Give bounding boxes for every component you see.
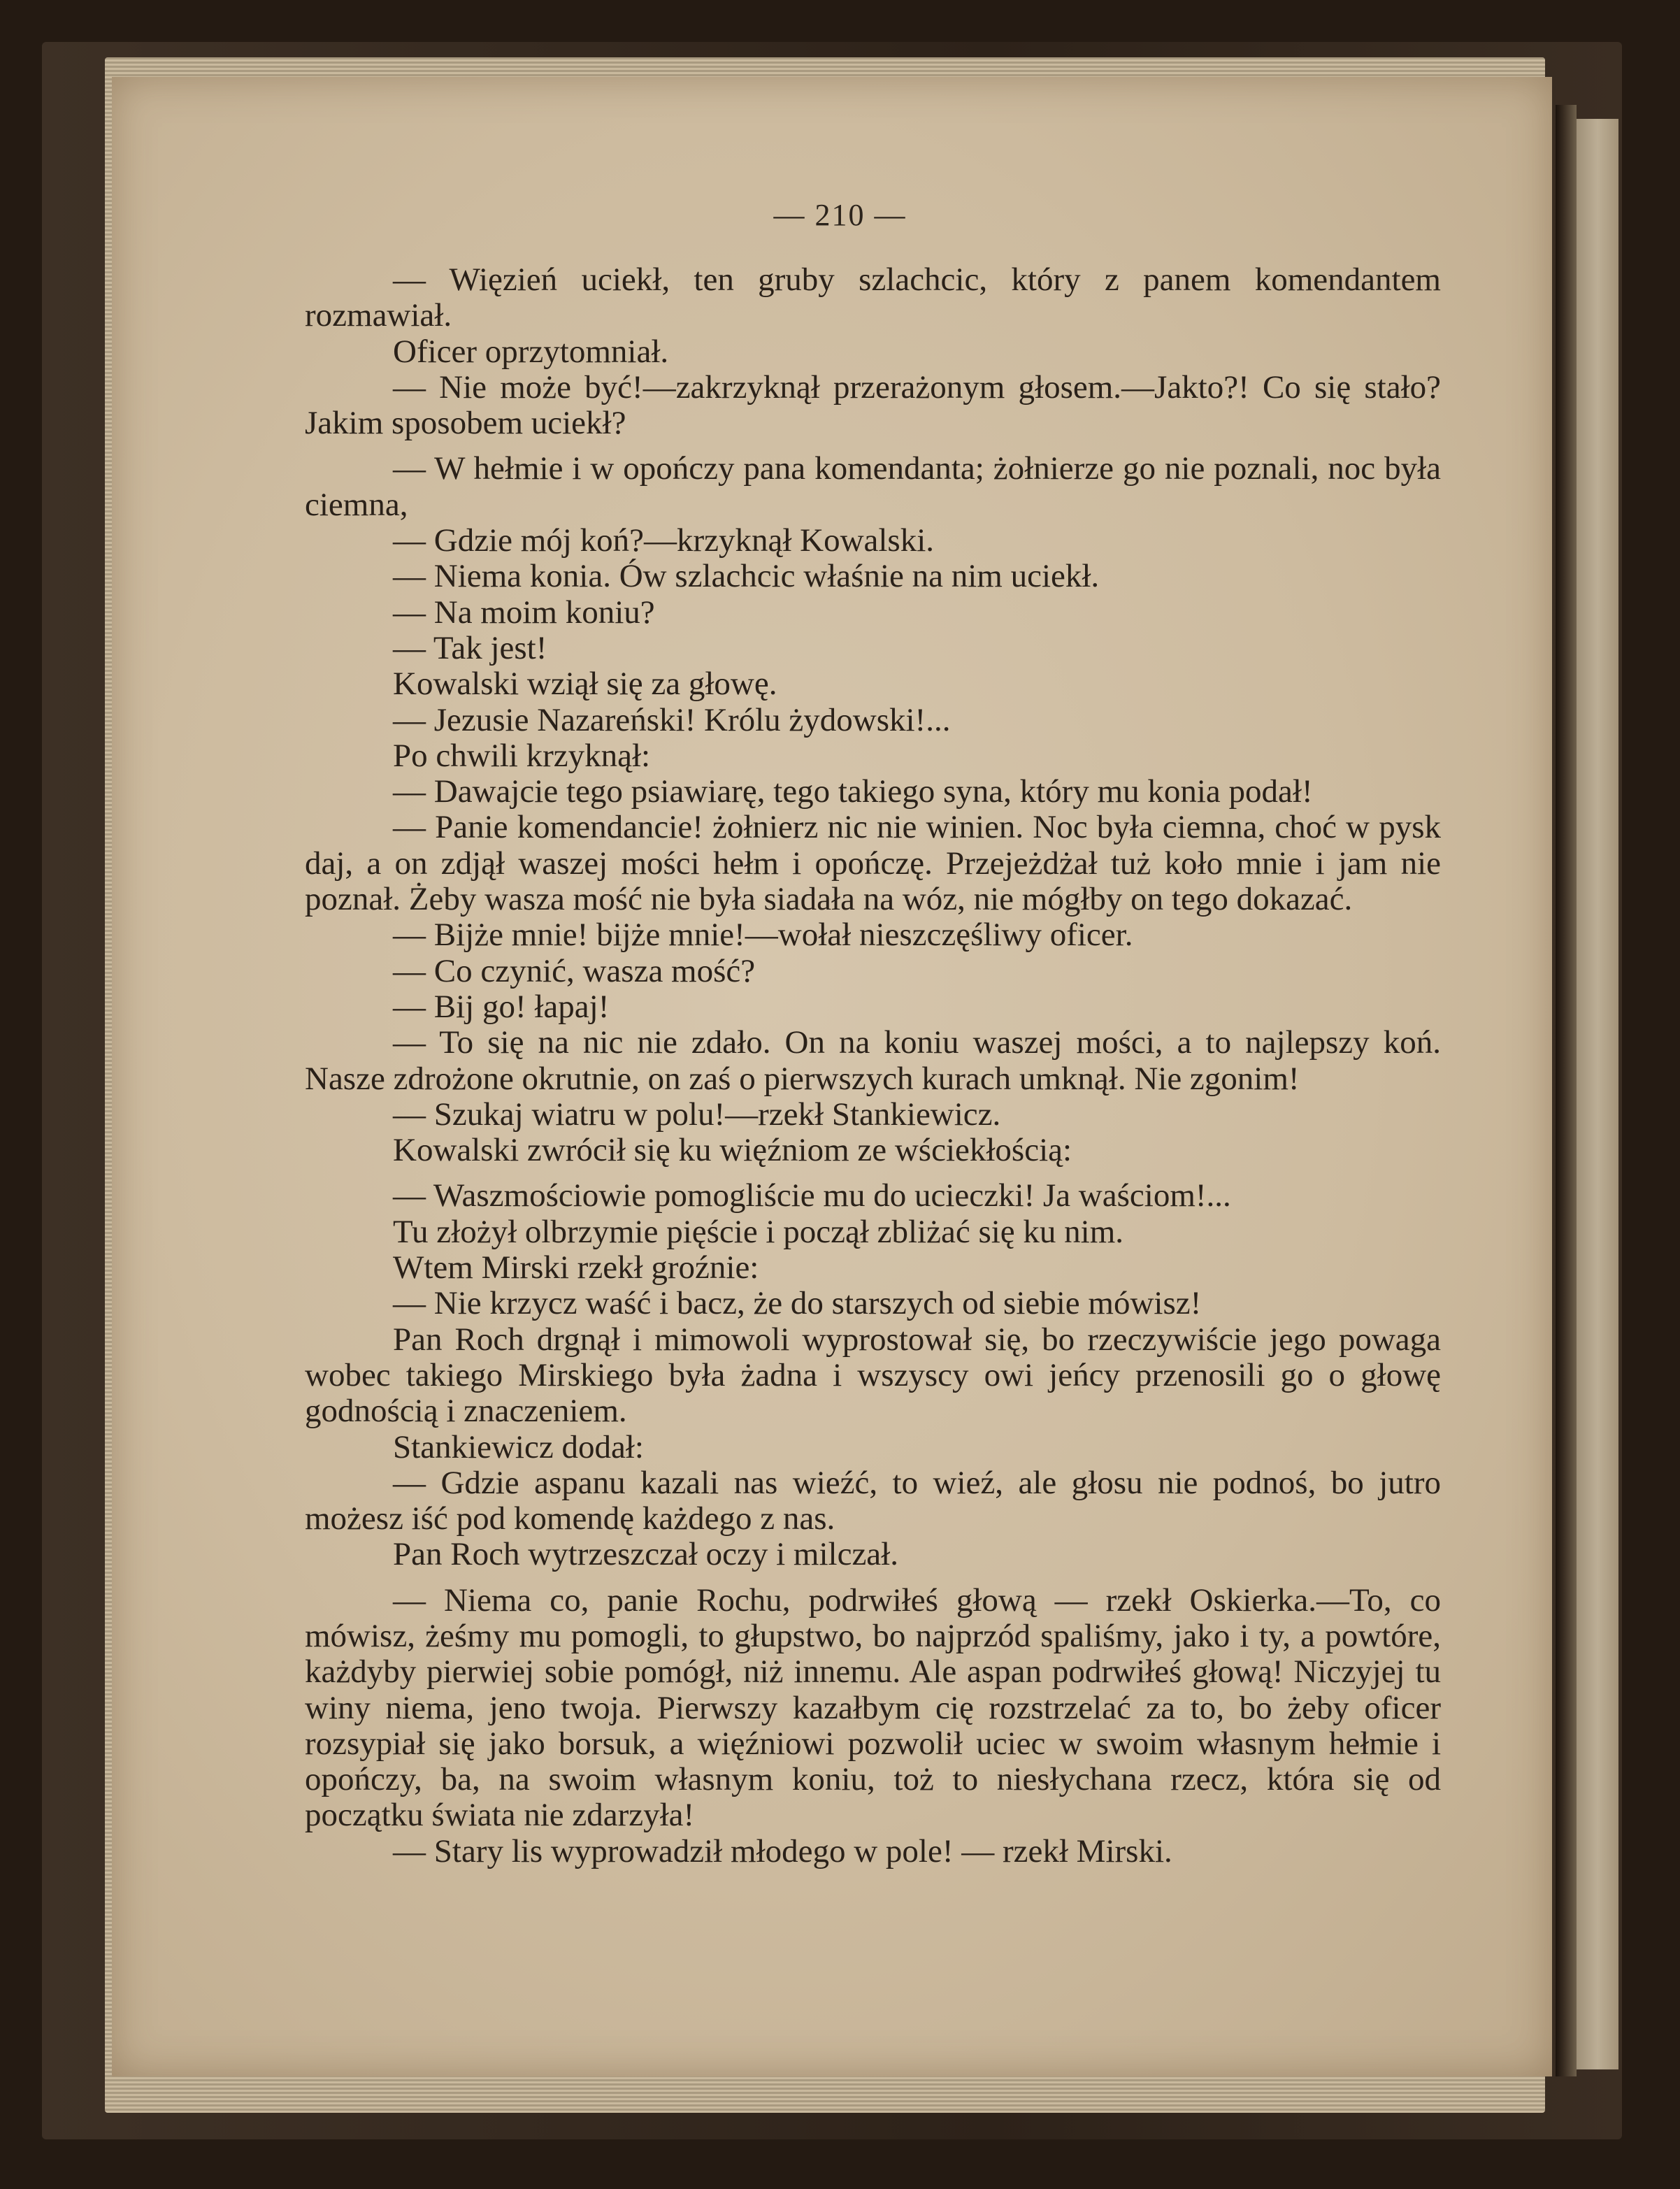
paragraph: Oficer oprzytomniał. xyxy=(393,333,669,370)
paragraph: — Nie może być!—zakrzyknął przerażonym głosem.—Jakto?! Co się stało? Jakim sposobem uciekł? xyxy=(305,368,1441,442)
paragraph: — Panie komendancie! żołnierz nic nie winien. Noc była ciemna, choć w pysk daj, a on zdjął waszej mości hełm i opończę. Przejeżdżał tuż koło mnie i jam nie poznał. Żeby wasza mość nie była siadała na wóz, nie mógłby on tego dokazać. xyxy=(305,809,1441,918)
paragraph: Tu złożył olbrzymie pięście i począł zbliżać się ku nim. xyxy=(393,1213,1124,1250)
paragraph: — Bijże mnie! bijże mnie!—wołał nieszczęśliwy oficer. xyxy=(393,917,1133,954)
paragraph: — Gdzie mój koń?—krzyknął Kowalski. xyxy=(393,522,935,559)
paragraph: — Na moim koniu? xyxy=(393,594,655,631)
paragraph: — Waszmościowie pomogliście mu do ucieczki! Ja waściom!... xyxy=(393,1177,1231,1214)
paragraph: — Bij go! łapaj! xyxy=(393,988,610,1025)
paragraph: — Stary lis wyprowadził młodego w pole! — rzekł Mirski. xyxy=(393,1832,1172,1869)
page-number: — 210 — xyxy=(773,198,907,232)
paragraph: — W hełmie i w opończy pana komendanta; żołnierze go nie poznali, noc była ciemna, xyxy=(305,450,1441,523)
paragraph: Kowalski wziął się za głowę. xyxy=(393,666,777,703)
paragraph: — Tak jest! xyxy=(393,629,547,666)
paragraph: — Niema konia. Ów szlachcic właśnie na nim uciekł. xyxy=(393,558,1100,595)
paragraph: Stankiewicz dodał: xyxy=(393,1428,644,1465)
paragraph: — Gdzie aspanu kazali nas wieźć, to wieź, ale głosu nie podnoś, bo jutro możesz iść pod komendę każdego z nas. xyxy=(305,1464,1441,1537)
paragraph: Kowalski zwrócił się ku więźniom ze wściekłością: xyxy=(393,1132,1072,1169)
paragraph: — Jezusie Nazareński! Królu żydowski!... xyxy=(393,701,951,738)
paragraph: — Co czynić, wasza mość? xyxy=(393,952,756,989)
paragraph: — Szukaj wiatru w polu!—rzekł Stankiewicz. xyxy=(393,1096,1001,1133)
paragraph: Po chwili krzyknął: xyxy=(393,737,651,774)
paragraph: — Nie krzycz waść i bacz, że do starszych od siebie mówisz! xyxy=(393,1285,1202,1322)
paragraph: Wtem Mirski rzekł groźnie: xyxy=(393,1249,759,1286)
book-gutter xyxy=(1556,105,1577,2076)
paragraph: — Dawajcie tego psiawiarę, tego takiego syna, który mu konia podał! xyxy=(393,773,1313,810)
paragraph: — Więzień uciekł, ten gruby szlachcic, który z panem komendantem rozmawiał. xyxy=(305,261,1441,334)
next-page-edge xyxy=(1577,119,1618,2069)
paragraph: — Niema co, panie Rochu, podrwiłeś głową — rzekł Oskierka.—To, co mówisz, żeśmy mu pomogli, to głupstwo, bo najprzód spaliśmy, jako i ty, a powtóre, każdyby pierwiej sobie pomógł, niż innemu. Ale aspan podrwiłeś głową! Niczyjej tu winy niema, jeno twoja. Pierwszy kazałbym cię rozstrzelać za to, bo żeby oficer rozsypiał się jako borsuk, a więźniowi pozwolił uciec w swoim własnym hełmie i opończy, ba, na swoim własnym koniu, toż to niesłychana rzecz, która się od początku świata nie zdarzyła! xyxy=(305,1581,1441,1834)
paragraph: Pan Roch drgnął i mimowoli wyprostował się, bo rzeczywiście jego powaga wobec takiego Mirskiego była żadna i wszyscy owi jeńcy przenosili go o głowę godnością i znaczeniem. xyxy=(305,1321,1441,1430)
paragraph: — To się na nic nie zdało. On na koniu waszej mości, a to najlepszy koń. Nasze zdrożone okrutnie, on zaś o pierwszych kurach umknął. Nie zgonim! xyxy=(305,1024,1441,1097)
paragraph: Pan Roch wytrzeszczał oczy i milczał. xyxy=(393,1536,898,1573)
body-text xyxy=(305,262,1441,1869)
